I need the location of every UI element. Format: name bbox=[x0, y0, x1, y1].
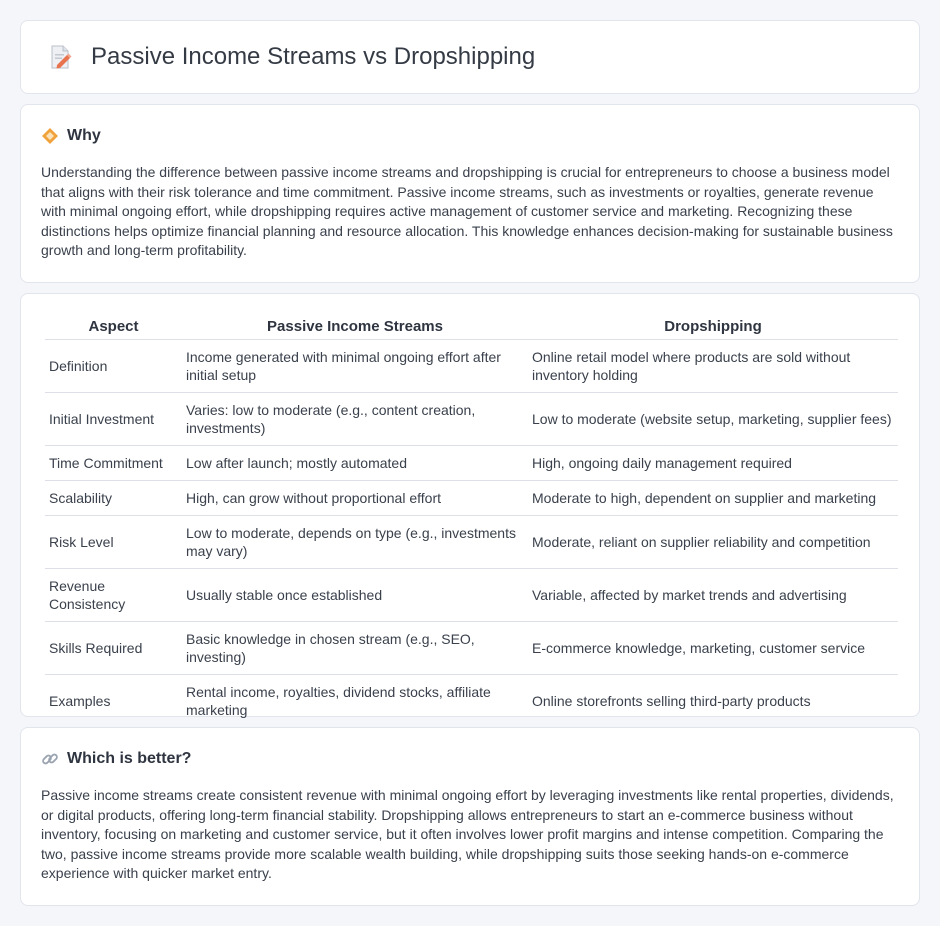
better-paragraph: Passive income streams create consistent revenue with minimal ongoing effort by leveraging investments like rental properties, dividends, or digital products, offering long-term financial stability. Dropshipping allows entrepreneurs to start an e-commerce business without inventory, focusing on marketing and customer service, but it often involves lower profit margins and intense competition. Comparing the two, passive income streams provide more scalable wealth building, while dropshipping suits those seeking hands-on e-commerce experience with quicker market entry. bbox=[41, 787, 894, 882]
table-row bbox=[45, 340, 898, 393]
row-dropshipping: Moderate, reliant on supplier reliability and competition bbox=[528, 516, 898, 569]
row-dropshipping: Low to moderate (website setup, marketing, supplier fees) bbox=[528, 393, 898, 446]
row-passive: Low to moderate, depends on type (e.g., investments may vary) bbox=[182, 516, 528, 569]
why-heading bbox=[41, 127, 899, 145]
better-heading bbox=[41, 750, 899, 768]
comparison-section bbox=[20, 293, 920, 717]
row-aspect: Definition bbox=[45, 340, 182, 393]
row-aspect: Scalability bbox=[45, 481, 182, 516]
row-dropshipping: High, ongoing daily management required bbox=[528, 446, 898, 481]
row-aspect: Initial Investment bbox=[45, 393, 182, 446]
comparison-table bbox=[45, 316, 898, 728]
why-heading-text: Why bbox=[67, 127, 101, 144]
header-dropshipping: Dropshipping bbox=[528, 316, 898, 340]
row-passive: Low after launch; mostly automated bbox=[182, 446, 528, 481]
row-aspect: Time Commitment bbox=[45, 446, 182, 481]
table-row bbox=[45, 481, 898, 516]
row-dropshipping: E-commerce knowledge, marketing, customer service bbox=[528, 622, 898, 675]
table-row bbox=[45, 622, 898, 675]
diamond-icon bbox=[41, 127, 59, 145]
table-header-row bbox=[45, 316, 898, 340]
row-aspect: Skills Required bbox=[45, 622, 182, 675]
why-section bbox=[20, 104, 920, 283]
row-aspect: Revenue Consistency bbox=[45, 569, 182, 622]
header-passive: Passive Income Streams bbox=[182, 316, 528, 340]
row-aspect: Examples bbox=[45, 675, 182, 728]
table-row bbox=[45, 675, 898, 728]
row-passive: Basic knowledge in chosen stream (e.g., SEO, investing) bbox=[182, 622, 528, 675]
which-better-section bbox=[20, 727, 920, 906]
table-row bbox=[45, 516, 898, 569]
row-passive: Usually stable once established bbox=[182, 569, 528, 622]
table-row bbox=[45, 446, 898, 481]
row-dropshipping: Variable, affected by market trends and advertising bbox=[528, 569, 898, 622]
document-pencil-icon bbox=[45, 42, 75, 72]
better-heading-text: Which is better? bbox=[67, 750, 192, 767]
row-passive: Rental income, royalties, dividend stocks, affiliate marketing bbox=[182, 675, 528, 728]
table-row bbox=[45, 393, 898, 446]
table-row bbox=[45, 569, 898, 622]
why-paragraph: Understanding the difference between passive income streams and dropshipping is crucial for entrepreneurs to choose a business model that aligns with their risk tolerance and time commitment. Passive income streams, such as investments or royalties, generate revenue with minimal ongoing effort, while dropshipping requires active management of customer service and marketing. Recognizing these distinctions helps optimize financial planning and resource allocation. This knowledge enhances decision-making for sustainable business growth and long-term profitability. bbox=[41, 164, 893, 259]
row-aspect: Risk Level bbox=[45, 516, 182, 569]
page-title: Passive Income Streams vs Dropshipping bbox=[91, 43, 536, 70]
row-dropshipping: Moderate to high, dependent on supplier and marketing bbox=[528, 481, 898, 516]
row-dropshipping: Online storefronts selling third-party products bbox=[528, 675, 898, 728]
row-passive: High, can grow without proportional effort bbox=[182, 481, 528, 516]
row-dropshipping: Online retail model where products are sold without inventory holding bbox=[528, 340, 898, 393]
row-passive: Varies: low to moderate (e.g., content creation, investments) bbox=[182, 393, 528, 446]
header-aspect: Aspect bbox=[45, 316, 182, 340]
link-icon bbox=[41, 750, 59, 768]
title-card bbox=[20, 20, 920, 94]
row-passive: Income generated with minimal ongoing effort after initial setup bbox=[182, 340, 528, 393]
